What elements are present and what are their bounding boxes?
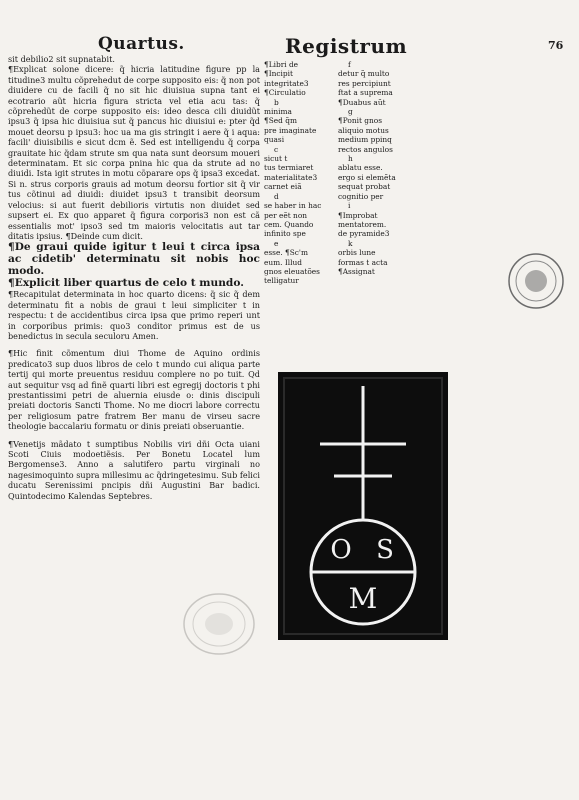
register-entry: eum. Illud [264, 257, 302, 267]
register-entry: ergo si elemẽta [338, 172, 396, 182]
register-entry: orbis lune [338, 248, 376, 258]
register-entry: ftat a suprema [338, 88, 393, 98]
register-entry: tus termiaret [264, 163, 314, 173]
register-entry: infinito spe [264, 229, 306, 239]
register-entry: ¶Duabus aũt [338, 97, 386, 107]
faded-library-stamp-icon [180, 590, 258, 658]
running-head-register: Registrum [285, 34, 408, 58]
recapitulation-paragraph: ¶Recapitulat determinata in hoc quarto dicens: q̃ sic q̃ dem determinatu fit a nobis de graui t leui simpliciter t in respectu: t de accidentibus circa ipsa que primo reperi unt in corporibus primis: quo3 conditor primus est de us benedictus in secula seculoru Amen. [8, 289, 260, 341]
register-entry: ¶Circulatio [264, 88, 306, 98]
register-entry: formas t acta [338, 257, 388, 267]
register-entry: quasi [264, 135, 285, 145]
register-column-2 [338, 60, 406, 320]
register-entry: res percipiunt [338, 78, 391, 88]
register-entry: per eẽt non [264, 210, 308, 220]
explicit-line: ¶Explicit liber quartus de celo t mundo. [8, 277, 244, 290]
register-entry: materialitate3 [264, 172, 318, 182]
register-entry: gnos eleuatões [264, 266, 320, 276]
device-letter-m: M [348, 582, 378, 615]
register-signature: e [274, 238, 279, 248]
register-column-1 [264, 60, 334, 320]
register-signature: k [348, 238, 353, 248]
register-entry: ¶Ponit gnos [338, 116, 383, 126]
register-entry: mentatorem. [338, 219, 387, 229]
library-stamp-icon [505, 250, 567, 312]
register-entry: ¶Improbat [338, 210, 378, 220]
register-entry: minima [264, 107, 292, 117]
printer-device-woodcut [278, 372, 448, 640]
register-entry: medium ppinq [338, 135, 392, 145]
main-text-column [8, 54, 260, 501]
register-entry: ¶Libri de [264, 60, 299, 69]
register-entry: ¶Sed q̃m [264, 116, 297, 126]
register-signature: b [274, 97, 279, 107]
imprint-paragraph: ¶Venetijs mãdato t sumptibus Nobilis viri dñi Octa uiani Scoti Ciuis modoetiẽsis. Per Bonetu Locatel lum Bergomense3. Anno a salutifero partu virginali no nagesimoquinto supra millesimu ac q̃dringetesimu. Sub felici ducatu Serenissimi pncipis dñi Augustini Bar badici. Quintodecimo Kalendas Septebres. [8, 438, 260, 501]
register-entry: carnet eiã [264, 182, 302, 192]
register-signature: g [348, 107, 353, 117]
device-letter-o: O [330, 535, 352, 565]
commentary-paragraph: ¶Explicat solone dicere: q̃ hicria latitudine figure pp la titudine3 multu cõprehedut de corpe supposito eis: q̃ non pot diuidere cu de facili q̃ no sit hic diuisiua supna tant ei ecotrario aũt hicria figura stricta vel etia acu tas: q̃ cõprehedũt de corpe supposito eis: ideo desca cili diuidũt ipsu3 q̃ ipsa hic diuisiua sut q̃ pancus hic diuisiui e: pter q̃d mouet deorsu p ipsu3: hoc ua ma gis stringit i aere q̃ i aqua: facili' diuisibilis e sicut dcm ẽ. Sed est intelligendu q̃ corpa grauitate hic q̃dam strute sm qua nata sunt deorsum moueri determinatam. Et sic corpa pnina hic qua da strute ad no diuidi. Ista igit strutes in motu cõparare ops q̃ ipsa3 excedat. Si n. strus corporis grauis ad motum deorsu fortior sit q̃ vir tus cõtinui ad diuidi: diuidet ipsu3 t transibit deorsum velocius: si aut fuerit debilioris virtutis non diuidet sed supsert ei. Ex quo apparet q̃ figura corporis3 non est cã essentialis mot' ipso3 sed tm maioris velocitatis aut tar ditatis ipsius. ¶Deinde cum dicit. [8, 64, 260, 241]
register-entry: sicut t [264, 154, 288, 164]
register-signature: c [274, 144, 279, 154]
register-entry: cem. Quando [264, 219, 314, 229]
colophon-paragraph: ¶Hic finit cõmentum diui Thome de Aquino ordinis predicato3 sup duos libros de celo t mundo cui aliqua parte tertij qui morte preuentus residuu complere no po tuit. Qd aut sequitur vsq ad finẽ quarti libri est egregij doctoris t phi prestantissimi petri de aluernia eiusde o: dinis discipuli preiati doctoris Sancti Thome. No me diocri labore correctu per religiosum patre fratrem Ber manu de virseu sacre theologie baccalariu formatu or dinis preiati obseruantie. [8, 348, 260, 432]
register-signature: d [274, 191, 279, 201]
register-entry: cognitio per [338, 191, 384, 201]
register-entry: integritate3 [264, 78, 309, 88]
closing-statement: ¶De graui quide igitur t leui t circa ipsa ac cidetib' determinatu sit nobis hoc modo. [8, 241, 260, 278]
register-entry: aliquio motus [338, 125, 389, 135]
register-entry: sequat probat [338, 182, 391, 192]
device-letter-s: S [376, 535, 394, 565]
running-head-book-number: Quartus. [98, 34, 185, 54]
printer-mark-icon [278, 372, 448, 640]
register-entry: detur q̃ multo [338, 69, 390, 79]
register-entry: telligatur [264, 276, 299, 286]
register-entry: de pyramide3 [338, 229, 390, 239]
register-entry: ¶Assignat [338, 266, 375, 276]
register-signature: i [348, 201, 351, 211]
register-entry: esse. ¶Sc'm [264, 248, 308, 258]
register-signature: f [348, 60, 351, 69]
register-entry: ablatu esse. [338, 163, 383, 173]
register-entry: pre imaginate [264, 125, 317, 135]
register-entry: rectos angulos [338, 144, 393, 154]
register-entry: se haber in hac [264, 201, 322, 211]
register-signature: h [348, 154, 353, 164]
folio-number: 76 [548, 39, 564, 52]
register-entry: ¶Incipit [264, 69, 293, 79]
commentary-paragraph: sit debilio2 sit supnatabit. [8, 54, 115, 64]
